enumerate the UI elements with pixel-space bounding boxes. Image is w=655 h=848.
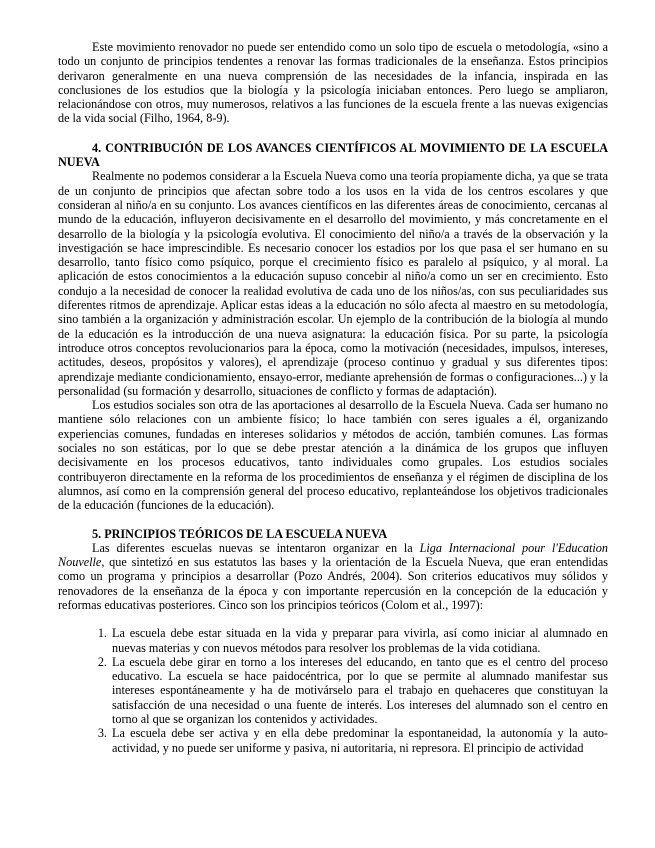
section-5-paragraph-start: Las diferentes escuelas nuevas se intentaron organizar en la (92, 540, 420, 555)
league-name: Liga Internacional pour l'Education Nouvelle (58, 540, 608, 570)
section-5-paragraph-end: , que sintetizó en sus estatutos las bases y la orientación de la Escuela Nueva, que eran entendidas como un programa y principios a desarrollar (Pozo Andrés, 2004). Son criterios educativos muy sólidos y renovadores de la enseñanza de la época y con importante repercusión en la concepción de la educación y reformas educativas posteriores. Cinco son los principios teóricos (Colom et al., 1997): (58, 555, 608, 612)
section-5-paragraph (58, 541, 608, 612)
section-4-paragraph-2: Los estudios sociales son otra de las aportaciones al desarrollo de la Escuela Nueva. Cada ser humano no mantiene sólo relaciones con un ambiente físico; lo hace también con seres iguales a él, organizando experiencias comunes, fundadas en intereses solidarios y métodos de acción, también comunes. Las formas sociales no son estáticas, por lo que se debe prestar atención a la dinámica de los grupos que influyen decisivamente en los procesos educativos, tanto individuales como grupales. Los estudios sociales contribuyeron directamente en la reforma de los procedimientos de enseñanza y el régimen de disciplina de los alumnos, así como en la comprensión general del proceso educativo, replanteándose los objetivos tradicionales de la educación (funciones de la educación). (58, 398, 608, 513)
section-5-heading: 5. PRINCIPIOS TEÓRICOS DE LA ESCUELA NUEVA (92, 526, 388, 541)
section-4-paragraph-1: Realmente no podemos considerar a la Escuela Nueva como una teoría propiamente dicha, ya que se trata de un conjunto de principios que afectan sobre todo a los usos en la vida de los centros escolares y que consideran al niño/a en su conjunto. Los avances científicos en las diferentes áreas de conocimiento, cercanas al mundo de la educación, influyeron decisivamente en el desarrollo del movimiento, y más concretamente en el desarrollo de la biología y la psicología evolutiva. El conocimiento del niño/a a través de la observación y la investigación se hace imprescindible. Es necesario conocer los estadios por los que pasa el ser humano en su desarrollo, tanto físico como psíquico, porque el crecimiento físico es paralelo al psíquico, y al moral. La aplicación de estos conocimientos a la educación supuso concebir al niño/a como un ser en crecimiento. Esto condujo a la necesidad de conocer la realidad evolutiva de cada uno de los niños/as, con sus peculiaridades sus diferentes ritmos de aprendizaje. Aplicar estas ideas a la educación no sólo afecta al maestro en su metodología, sino también a la organización y administración escolar. Un ejemplo de la contribución de la biología al mundo de la educación es la introducción de una nueva asignatura: la educación física. Por su parte, la psicología introduce otros conceptos revolucionarios para la época, como la motivación (necesidades, impulsos, intereses, actitudes, deseos, propósitos y valores), el aprendizaje (proceso continuo y gradual y sus diferentes tipos: aprendizaje mediante condicionamiento, ensayo-error, mediante aprehensión de formas o configuraciones...) y la personalidad (su formación y desarrollo, situaciones de conflicto y formas de adaptación). (58, 169, 608, 398)
section-4-heading: 4. CONTRIBUCIÓN DE LOS AVANCES CIENTÍFICOS AL MOVIMIENTO DE LA ESCUELA NUEVA (58, 140, 608, 170)
principle-item-2: 2. La escuela debe girar en torno a los intereses del educando, en tanto que es el centro del proceso educativo. La escuela se hace paidocéntrica, por lo que se permite al alumnado manifestar sus intereses espontáneamente y ha de motivárselo para el trabajo en quehaceres que constituyan la satisfacción de una necesidad o una fuente de interés. Los intereses del alumnado son el centro en torno al que se organizan los contenidos y actividades. (110, 655, 608, 726)
document-page (58, 40, 608, 755)
principle-item-3: 3. La escuela debe ser activa y en ella debe predominar la espontaneidad, la autonomía y la auto-actividad, y no puede ser uniforme y pasiva, ni autoritaria, ni represora. El principio de actividad (110, 726, 608, 755)
intro-paragraph: Este movimiento renovador no puede ser entendido como un solo tipo de escuela o metodología, «sino a todo un conjunto de principios tendentes a renovar las formas tradicionales de la enseñanza. Estos principios derivaron generalmente en una nueva comprensión de las necesidades de la infancia, inspirada en las conclusiones de los estudios que la biología y la psicología iniciaban entonces. Pero luego se ampliaron, relacionándose con otros, muy numerosos, relativos a las funciones de la escuela frente a las nuevas exigencias de la vida social (Filho, 1964, 8-9). (58, 40, 608, 126)
principles-list (58, 626, 608, 755)
principle-item-1: 1. La escuela debe estar situada en la vida y preparar para vivirla, así como iniciar al alumnado en nuevas materias y con nuevos métodos para resolver los problemas de la vida cotidiana. (110, 626, 608, 655)
